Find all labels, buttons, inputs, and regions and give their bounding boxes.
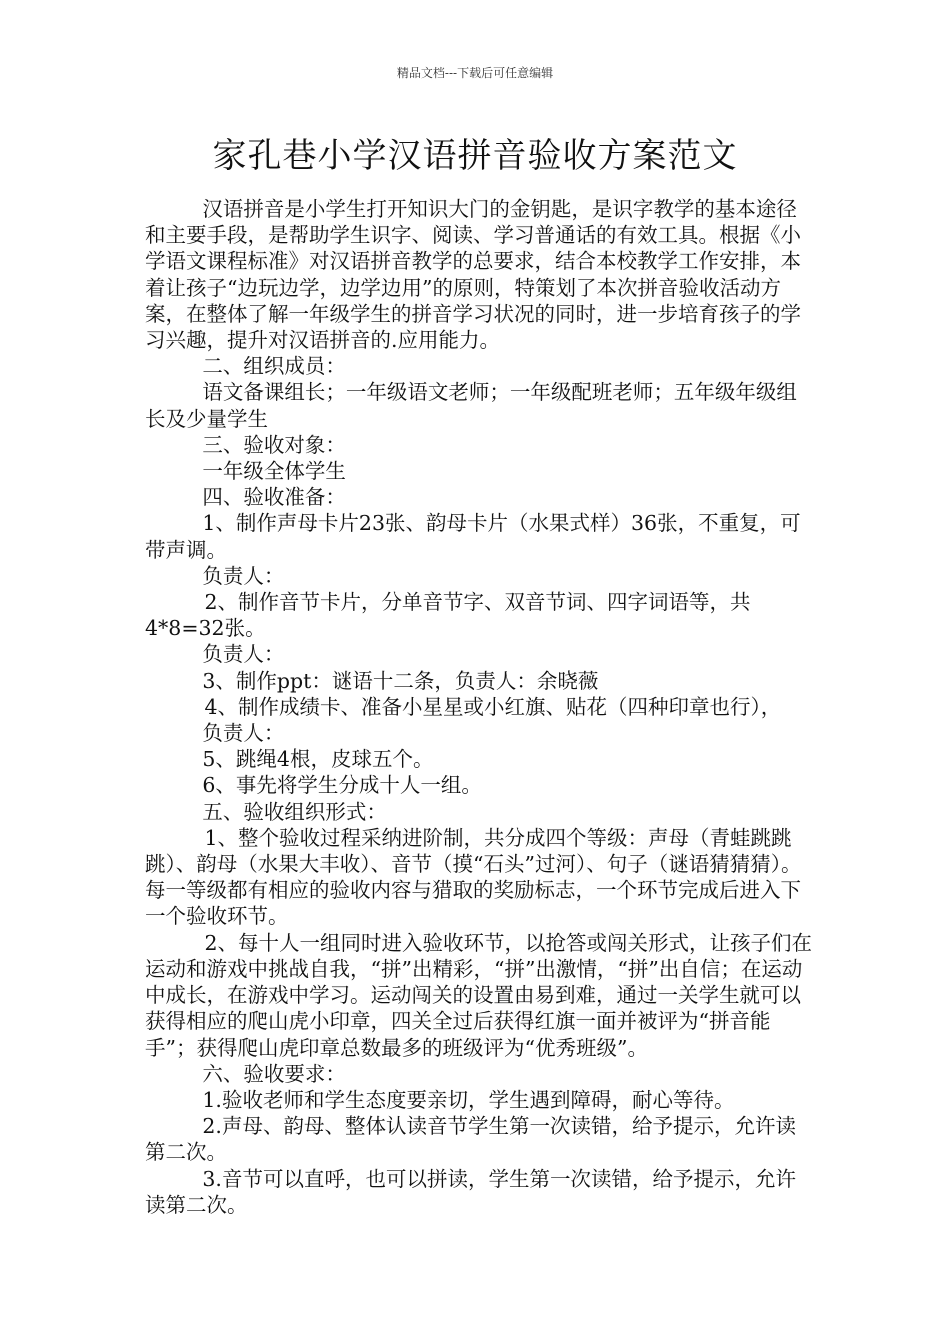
responsible-label: 负责人：	[202, 563, 285, 588]
section-heading-requirements: 六、验收要求：	[202, 1061, 346, 1086]
paragraph-targets: 一年级全体学生	[202, 459, 346, 484]
list-item-prep-1: 1、制作声母卡片23张、韵母卡片（水果式样）36张，不重复，可带声调。	[145, 511, 801, 562]
list-item-prep-3: 3、制作ppt：谜语十二条，负责人：余晓薇	[202, 668, 599, 693]
list-item-prep-4: 4、制作成绩卡、准备小星星或小红旗、贴花（四种印章也行），	[204, 694, 782, 719]
header-note: 精品文档---下载后可任意编辑	[396, 66, 554, 80]
document-body	[145, 196, 813, 1218]
responsible-label: 负责人：	[202, 721, 285, 746]
list-item-req-1: 1.验收老师和学生态度要亲切，学生遇到障碍，耐心等待。	[202, 1087, 735, 1112]
section-heading-members: 二、组织成员：	[202, 354, 346, 379]
list-item-format-1: 1、整个验收过程采纳进阶制，共分成四个等级：声母（青蛙跳跳跳）、韵母（水果大丰收）、音节（摸“石头”过河）、句子（谜语猜猜猜）。每一等级都有相应的验收内容与猎取的奖励标志，一个环节完成后进入下一个验收环节。	[145, 825, 802, 929]
list-item-prep-5: 5、跳绳4根，皮球五个。	[202, 747, 434, 772]
document-title: 家孔巷小学汉语拼音验收方案范文	[212, 136, 738, 176]
list-item-req-2: 2.声母、韵母、整体认读音节学生第一次读错，给予提示，允许读第二次。	[145, 1114, 796, 1165]
list-item-prep-2: 2、制作音节卡片，分单音节字、双音节词、四字词语等，共4*8=32张。	[145, 590, 751, 641]
section-heading-preparation: 四、验收准备：	[202, 485, 346, 510]
list-item-prep-6: 6、事先将学生分成十人一组。	[202, 773, 482, 798]
section-heading-targets: 三、验收对象：	[202, 432, 346, 457]
responsible-label: 负责人：	[202, 642, 285, 667]
list-item-format-2: 2、每十人一组同时进入验收环节，以抢答或闯关形式，让孩子们在运动和游戏中挑战自我，“拼”出精彩，“拼”出激情，“拼”出自信；在运动中成长，在游戏中学习。运动闯关的设置由易到难，通过一关学生就可以获得相应的爬山虎小印章，四关全过后获得红旗一面并被评为“拼音能手”；获得爬山虎印章总数最多的班级评为“优秀班级”。	[145, 930, 812, 1060]
list-item-req-3: 3.音节可以直呼，也可以拼读，学生第一次读错，给予提示，允许读第二次。	[145, 1166, 796, 1217]
section-heading-format: 五、验收组织形式：	[202, 799, 387, 824]
intro-paragraph: 汉语拼音是小学生打开知识大门的金钥匙，是识字教学的基本途径和主要手段，是帮助学生识字、阅读、学习普通话的有效工具。根据《小学语文课程标准》对汉语拼音教学的总要求，结合本校教学工作安排，本着让孩子“边玩边学，边学边用”的原则，特策划了本次拼音验收活动方案，在整体了解一年级学生的拼音学习状况的同时，进一步培育孩子的学习兴趣，提升对汉语拼音的.应用能力。	[145, 197, 801, 353]
paragraph-members: 语文备课组长；一年级语文老师；一年级配班老师；五年级年级组长及少量学生	[145, 380, 797, 431]
